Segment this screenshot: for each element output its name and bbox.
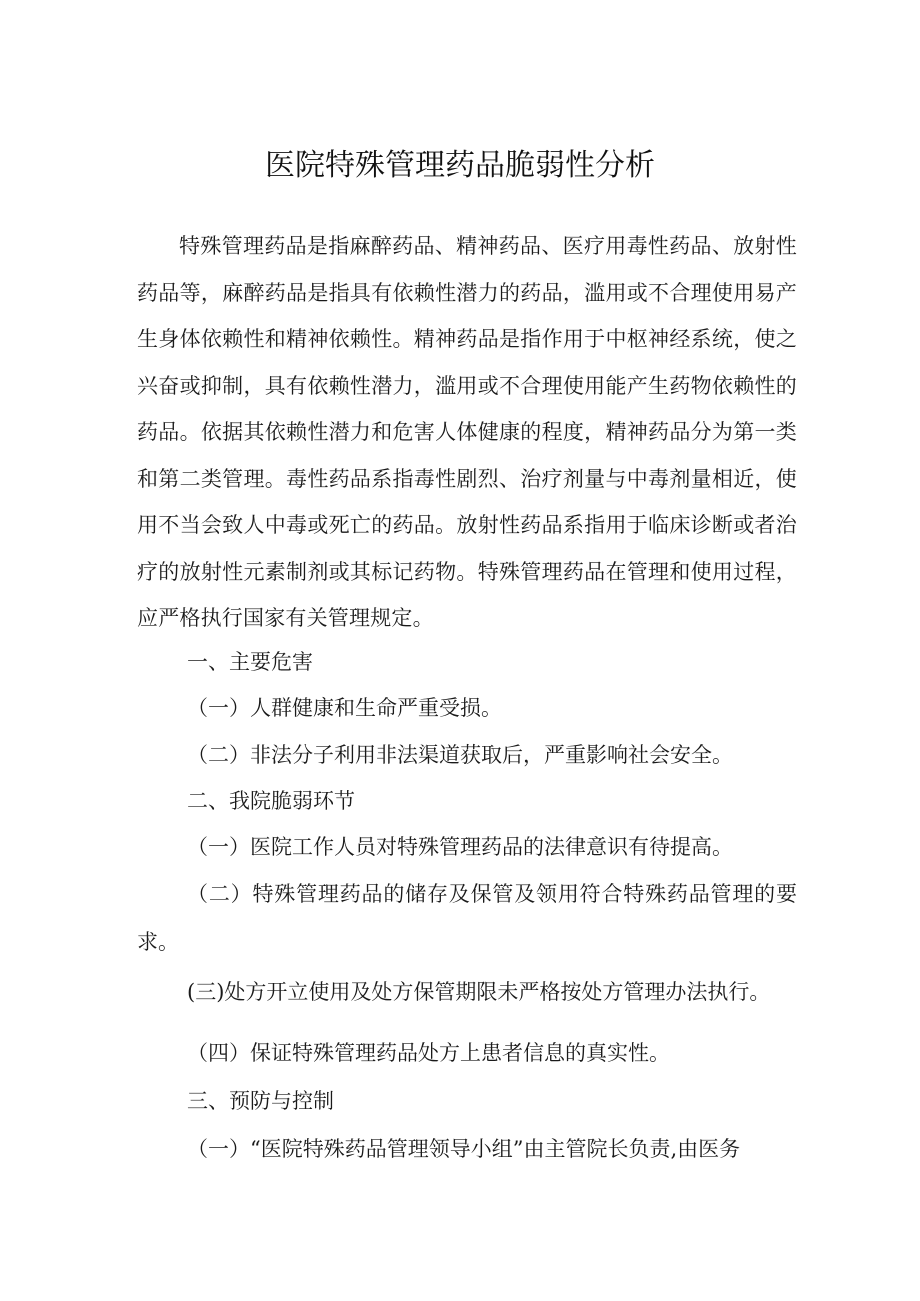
section-1-item-2: （二）非法分子利用非法渠道获取后，严重影响社会安全。 [187, 743, 733, 767]
section-3-item-1: （一）“医院特殊药品管理领导小组”由主管院长负责,由医务 [187, 1137, 741, 1161]
section-2-item-2: （二）特殊管理药品的储存及保管及领用符合特殊药品管理的要求。 [137, 882, 797, 954]
section-2-item-1: （一）医院工作人员对特殊管理药品的法律意识有待提高。 [187, 835, 733, 859]
intro-paragraph: 特殊管理药品是指麻醉药品、精神药品、医疗用毒性药品、放射性药品等，麻醉药品是指具有依赖性潜力的药品，滥用或不合理使用易产生身体依赖性和精神依赖性。精神药品是指作用于中枢神经系统，使之兴奋或抑制，具有依赖性潜力，滥用或不合理使用能产生药物依赖性的药品。依据其依赖性潜力和危害人体健康的程度，精神药品分为第一类和第二类管理。毒性药品系指毒性剧烈、治疗剂量与中毒剂量相近，使用不当会致人中毒或死亡的药品。放射性药品系指用于临床诊断或者治疗的放射性元素制剂或其标记药物。特殊管理药品在管理和使用过程，应严格执行国家有关管理规定。 [137, 234, 797, 630]
section-2-item-3: (三)处方开立使用及处方保管期限未严格按处方管理办法执行。 [187, 980, 771, 1004]
section-1-heading: 一、主要危害 [187, 650, 313, 674]
document-title: 医院特殊管理药品脆弱性分析 [265, 148, 655, 183]
section-1-item-1: （一）人群健康和生命严重受损。 [187, 696, 502, 720]
section-2-heading: 二、我院脆弱环节 [187, 789, 355, 813]
section-3-heading: 三、预防与控制 [187, 1089, 334, 1113]
section-2-item-4: （四）保证特殊管理药品处方上患者信息的真实性。 [187, 1041, 670, 1065]
